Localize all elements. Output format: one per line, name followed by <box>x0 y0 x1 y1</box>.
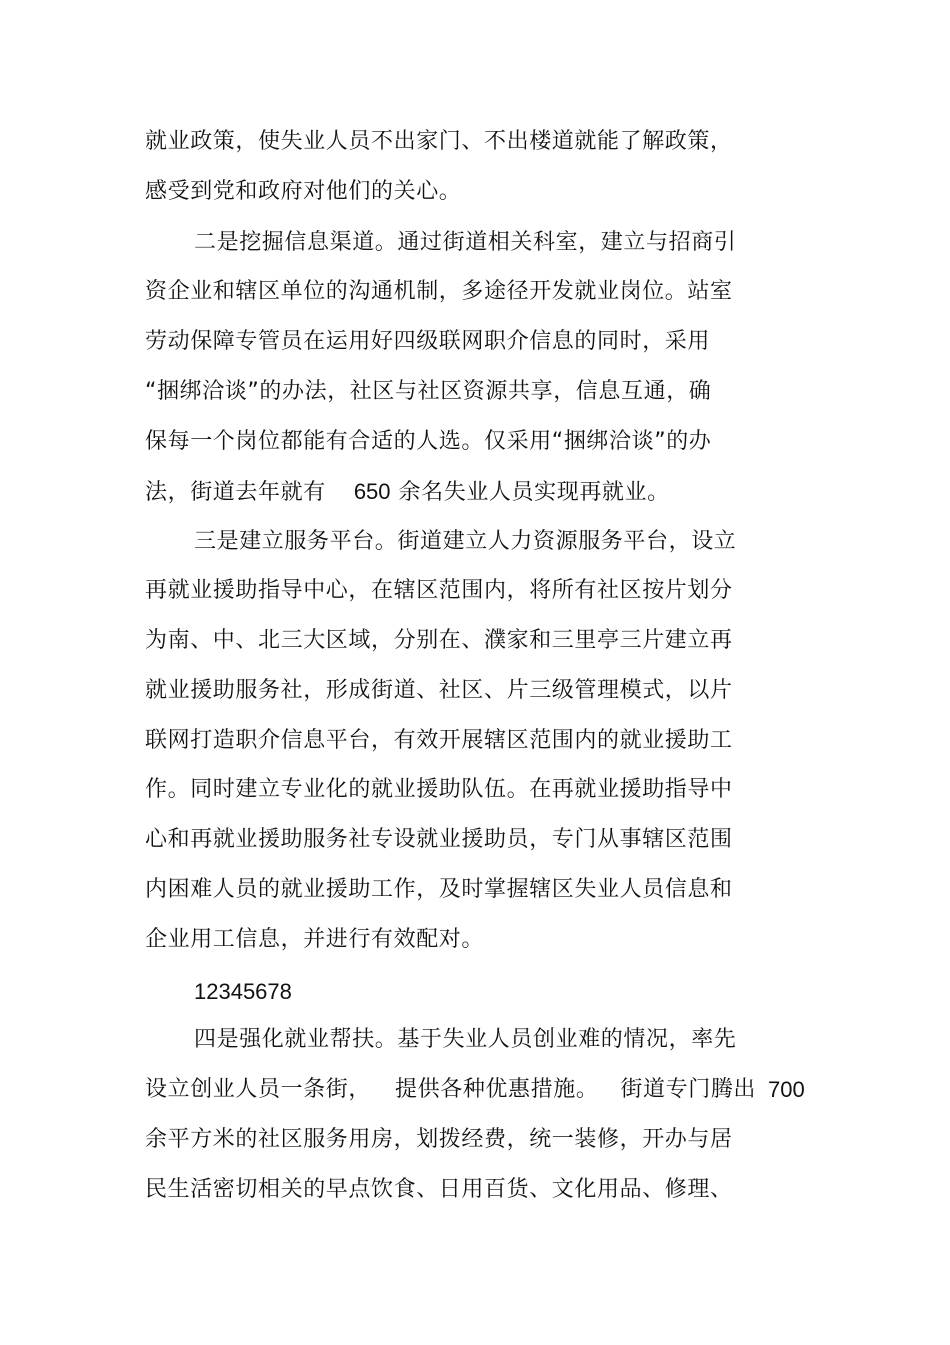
paragraph-line <box>145 1075 756 1105</box>
paragraph-line: 保每一个岗位都能有合适的人选。仅采用“捆绑洽谈”的办 <box>145 429 712 454</box>
text-segment: 街道专门腾出 <box>620 1077 757 1102</box>
text-segment: 设立创业人员一条街， <box>145 1077 372 1102</box>
number-segment: 700 <box>768 1077 805 1102</box>
paragraph-line: 民生活密切相关的早点饮食、日用百货、文化用品、修理、 <box>145 1177 733 1202</box>
paragraph-line: 内困难人员的就业援助工作，及时掌握辖区失业人员信息和 <box>145 877 733 902</box>
paragraph-line: 再就业援助指导中心，在辖区范围内，将所有社区按片划分 <box>145 578 733 603</box>
paragraph-line: 为南、中、北三大区域，分别在、濮家和三里亭三片建立再 <box>145 628 733 653</box>
paragraph-line: 企业用工信息，并进行有效配对。 <box>145 927 485 952</box>
paragraph-line: 二是挖掘信息渠道。通过街道相关科室，建立与招商引 <box>194 230 737 255</box>
paragraph-line: 三是建立服务平台。街道建立人力资源服务平台，设立 <box>194 529 737 554</box>
text-segment: 法，街道去年就有 <box>145 480 326 505</box>
paragraph-line: 就业援助服务社，形成街道、社区、片三级管理模式，以片 <box>145 678 733 703</box>
paragraph-line: “捆绑洽谈”的办法，社区与社区资源共享，信息互通，确 <box>145 379 712 404</box>
text-segment: 提供各种优惠措施。 <box>395 1077 599 1102</box>
paragraph-line: 作。同时建立专业化的就业援助队伍。在再就业援助指导中 <box>145 777 733 802</box>
paragraph-line: 就业政策，使失业人员不出家门、不出楼道就能了解政策， <box>145 129 733 154</box>
text-segment: 余名失业人员实现再就业。 <box>398 480 670 505</box>
paragraph-line: 四是强化就业帮扶。基于失业人员创业难的情况，率先 <box>194 1027 737 1052</box>
paragraph-line: 联网打造职介信息平台，有效开展辖区范围内的就业援助工 <box>145 728 733 753</box>
paragraph-line: 心和再就业援助服务社专设就业援助员，专门从事辖区范围 <box>145 827 733 852</box>
number-segment: 650 <box>353 479 391 504</box>
paragraph-line: 资企业和辖区单位的沟通机制，多途径开发就业岗位。站室 <box>145 279 733 304</box>
paragraph-line: 感受到党和政府对他们的关心。 <box>145 179 462 204</box>
paragraph-line: 劳动保障专管员在运用好四级联网职介信息的同时，采用 <box>145 329 711 354</box>
number-line: 12345678 <box>194 979 292 1004</box>
paragraph-line <box>145 477 670 508</box>
paragraph-line: 余平方米的社区服务用房，划拨经费，统一装修，开办与居 <box>145 1127 733 1152</box>
